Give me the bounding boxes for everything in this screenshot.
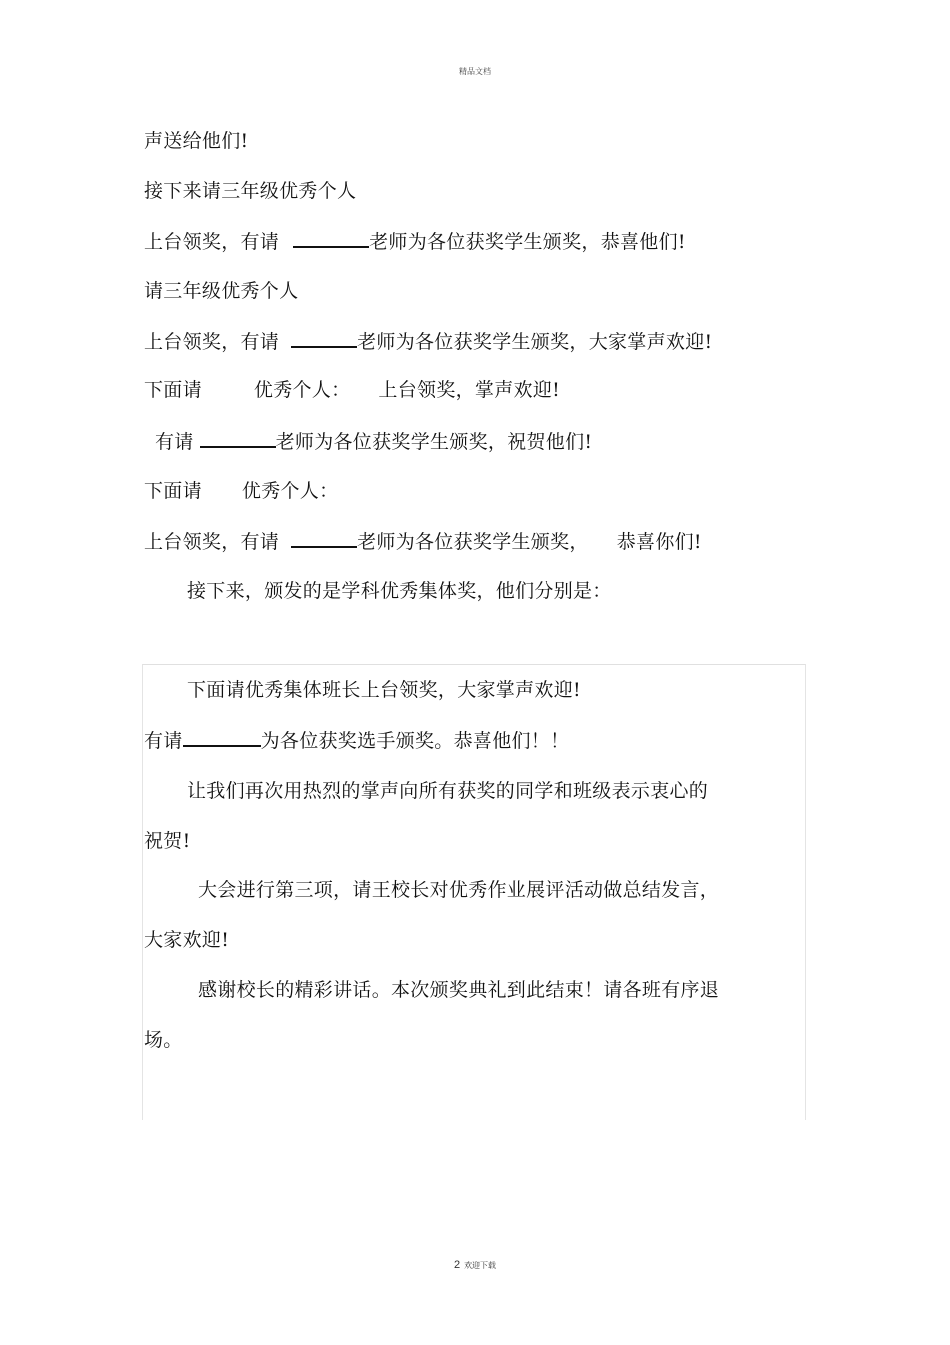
- text-line: [144, 479, 338, 503]
- text-line: 接下来，颁发的是学科优秀集体奖，他们分别是：: [187, 580, 612, 602]
- text-line: 大会进行第三项，请王校长对优秀作业展评活动做总结发言，: [198, 879, 720, 901]
- text-segment: 为各位获奖选手颁奖。恭喜他们！！: [260, 730, 570, 752]
- text-line: [144, 329, 712, 354]
- page-footer: [0, 1259, 950, 1271]
- text-line: 声送给他们!: [144, 130, 249, 152]
- text-segment: 下面请: [144, 379, 202, 401]
- text-line: [155, 429, 592, 454]
- page-header: 精品文档: [459, 67, 491, 76]
- text-segment: 老师为各位获奖学生颁奖，: [357, 531, 589, 553]
- text-line: 接下来请三年级优秀个人: [144, 180, 357, 202]
- text-line: 请三年级优秀个人: [144, 280, 299, 302]
- footer-text: 欢迎下载: [464, 1261, 497, 1270]
- text-segment: 优秀个人：: [253, 379, 351, 401]
- fill-in-blank: [200, 429, 276, 448]
- text-segment: 优秀个人：: [241, 480, 339, 502]
- text-line: 下面请优秀集体班长上台领奖，大家掌声欢迎!: [187, 679, 581, 701]
- text-line: 感谢校长的精彩讲话。本次颁奖典礼到此结束！请各班有序退: [198, 979, 720, 1001]
- text-line: [144, 728, 569, 753]
- text-segment: 有请: [144, 730, 183, 752]
- text-segment: 老师为各位获奖学生颁奖，恭喜他们!: [369, 231, 686, 253]
- text-line: [144, 529, 702, 554]
- text-segment: 上台领奖，有请: [144, 231, 280, 253]
- text-line: [144, 229, 686, 254]
- fill-in-blank: [291, 329, 357, 348]
- text-line: 场。: [144, 1029, 183, 1051]
- text-segment: 恭喜你们!: [616, 531, 702, 553]
- text-segment: 老师为各位获奖学生颁奖，大家掌声欢迎!: [357, 331, 713, 353]
- fill-in-blank: [183, 728, 261, 747]
- text-segment: 老师为各位获奖学生颁奖，祝贺他们!: [275, 431, 593, 453]
- text-segment: 下面请: [144, 480, 202, 502]
- fill-in-blank: [293, 229, 369, 248]
- text-line: 祝贺!: [144, 830, 191, 852]
- fill-in-blank: [291, 529, 357, 548]
- text-line: [144, 378, 560, 402]
- text-segment: 有请: [155, 431, 194, 453]
- page-number: 2: [453, 1259, 461, 1271]
- text-segment: 上台领奖，有请: [144, 331, 280, 353]
- text-segment: 上台领奖，有请: [144, 531, 280, 553]
- text-line: 让我们再次用热烈的掌声向所有获奖的同学和班级表示衷心的: [187, 780, 709, 802]
- text-segment: 上台领奖，掌声欢迎!: [378, 379, 561, 401]
- text-line: 大家欢迎!: [144, 929, 230, 951]
